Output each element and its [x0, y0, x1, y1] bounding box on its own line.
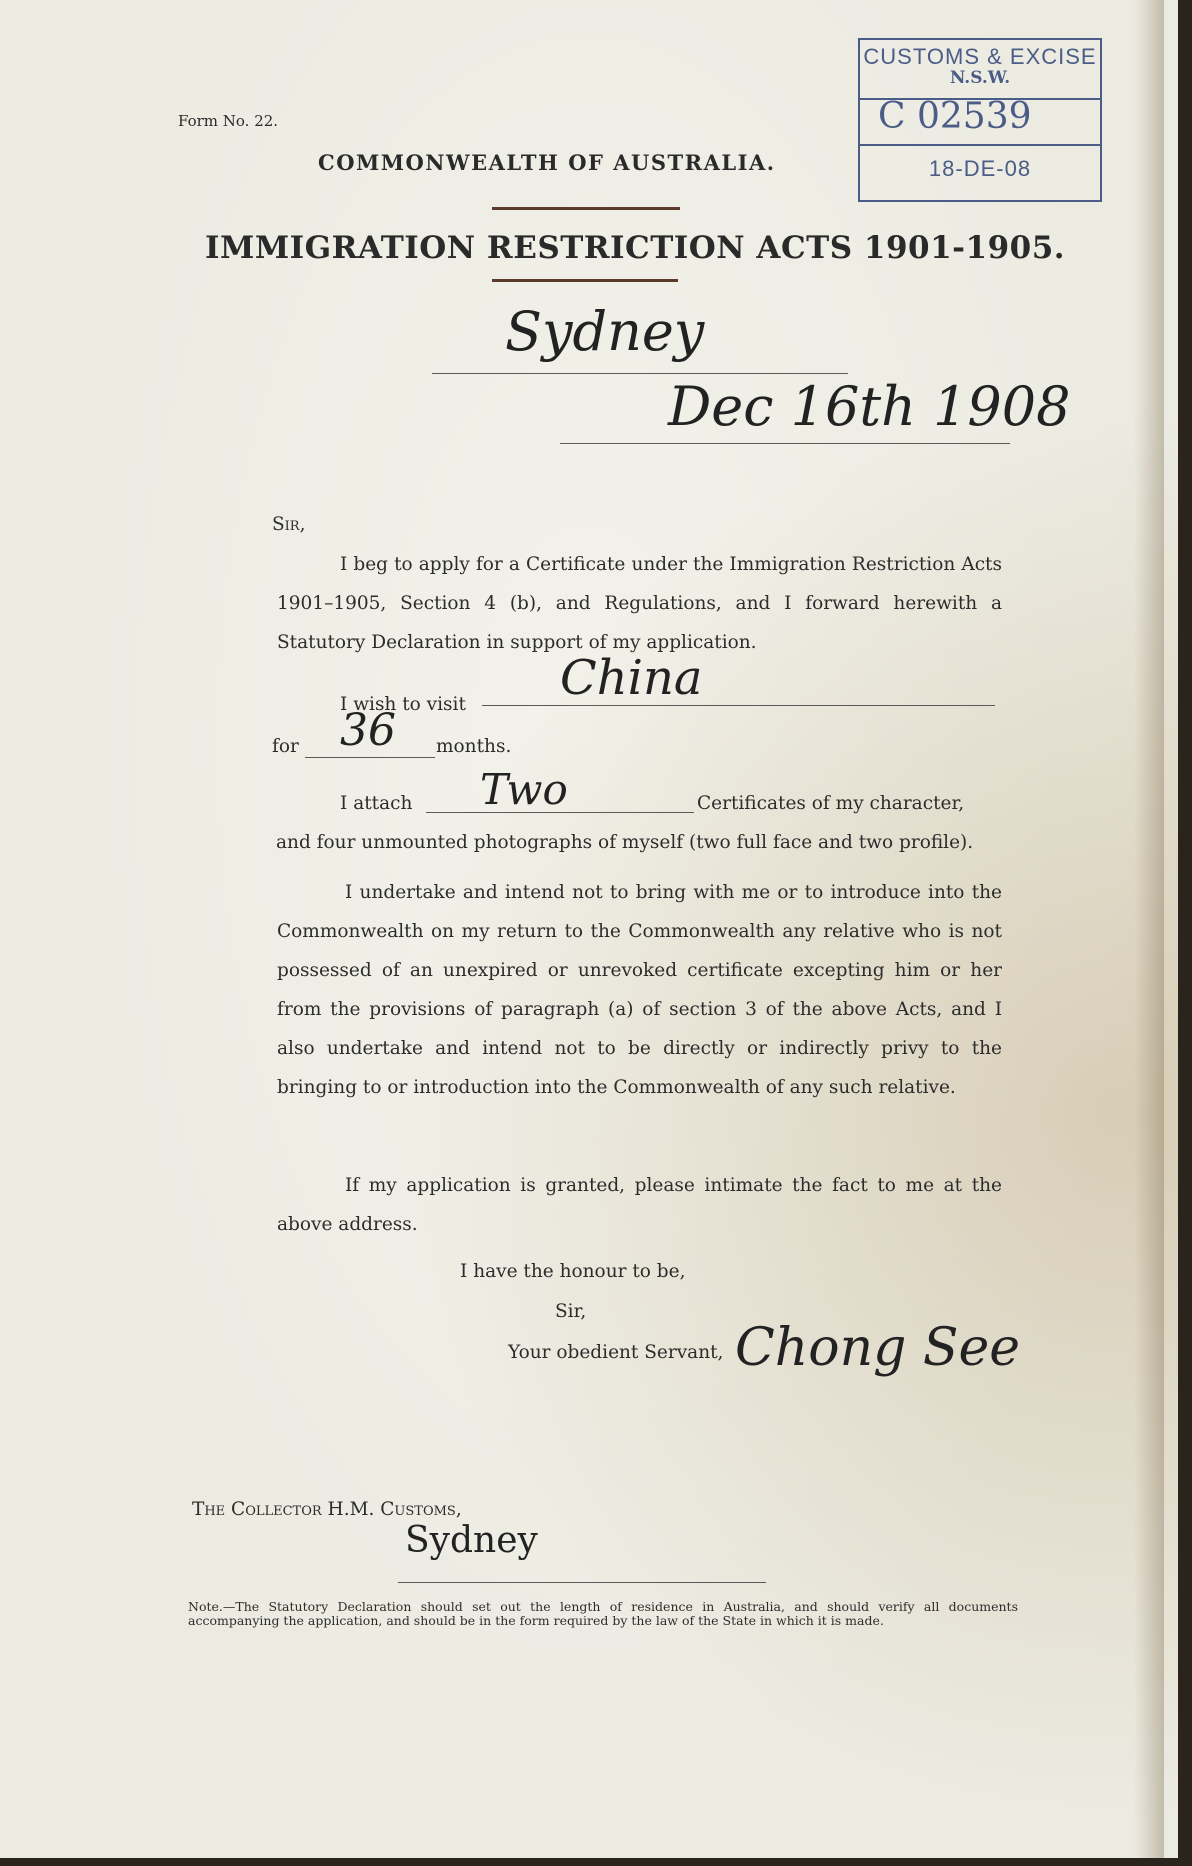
handwritten-place: Sydney: [505, 300, 705, 363]
application-paragraph: I beg to apply for a Certificate under the Immigration Restriction Acts 1901–1905, Section 4 (b), and Regulations, and I forward herewith a Statutory Declaration in support of my application.: [277, 554, 1002, 653]
stamp-date: 18-DE-08: [928, 156, 1032, 181]
form-number: Form No. 22.: [178, 112, 279, 130]
attach-suffix: Certificates of my character,: [697, 793, 965, 814]
place-line: [432, 373, 848, 374]
stamp-number: C 02539: [860, 96, 1100, 146]
intimate-paragraph: If my application is granted, please intimate the fact to me at the above address.: [277, 1175, 1002, 1235]
closing-servant: Your obedient Servant,: [508, 1342, 724, 1363]
visit-label: I wish to visit: [340, 694, 466, 715]
country-heading: COMMONWEALTH OF AUSTRALIA.: [318, 150, 776, 175]
closing-sir: Sir,: [555, 1301, 587, 1322]
attach-label: I attach: [340, 793, 413, 814]
customs-stamp: [858, 38, 1102, 202]
closing-honour: I have the honour to be,: [460, 1261, 686, 1282]
stamp-line2: N.S.W.: [949, 68, 1011, 88]
collector-line: [398, 1582, 766, 1583]
handwritten-certificates: Two: [480, 765, 568, 814]
title-bottom-rule: [492, 279, 678, 282]
act-title: IMMIGRATION RESTRICTION ACTS 1901-1905.: [205, 230, 1066, 266]
photos-line: and four unmounted photographs of myself (two full face and two profile).: [276, 832, 974, 853]
date-line: [560, 443, 1010, 444]
page-edge-shadow: [1134, 0, 1164, 1858]
for-label: for: [272, 736, 299, 757]
visit-line: [482, 705, 995, 706]
months-line: [305, 757, 435, 758]
handwritten-destination: China: [560, 650, 703, 706]
handwritten-signature: Chong See: [735, 1318, 1021, 1378]
undertaking-paragraph: I undertake and intend not to bring with me or to introduce into the Commonwealth on my return to the Commonwealth any relative who is not possessed of an unexpired or unrevoked certificate excepting him or her from the provisions of paragraph (a) of section 3 of the above Acts, and I also undertake and intend not to be directly or indirectly privy to the bringing to or introduction into the Commonwealth of any such relative.: [277, 882, 1002, 1098]
title-top-rule: [492, 207, 680, 210]
handwritten-date: Dec 16th 1908: [668, 375, 1071, 438]
salutation: Sir,: [272, 514, 306, 535]
months-label: months.: [436, 736, 512, 757]
stamp-line1: CUSTOMS & EXCISE: [863, 44, 1097, 69]
addressee: The Collector H.M. Customs,: [192, 1499, 462, 1520]
handwritten-months: 36: [340, 705, 396, 756]
footnote: Note.—The Statutory Declaration should set out the length of residence in Australia, and should verify all documents accompanying the application, and should be in the form required by the law of the State in which it is made.: [188, 1599, 1018, 1628]
handwritten-collector-place: Sydney: [405, 1520, 538, 1561]
